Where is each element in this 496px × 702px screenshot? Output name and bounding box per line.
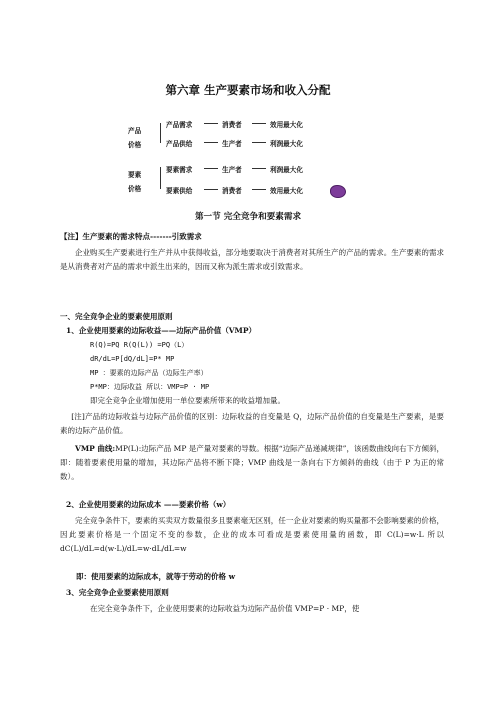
heading-1-2: 2、企业使用要素的边际成本 ——要素价格（w） — [66, 500, 231, 509]
diagram-row3-c: 利润最大化 — [270, 166, 303, 174]
vmp-curve-text: MP(L):边际产品 MP 是产量对要素的导数。根据“边际产品递减规律”，该函数曲线向右下方倾斜，即：随着要素使用量的增加，其边际产品将不断下降；VMP 曲线是一条向右下方倾斜的曲线（由于 P 为正的常数）。 — [60, 444, 445, 481]
vmp-curve-paragraph — [60, 442, 444, 484]
market-flow-diagram — [120, 113, 360, 201]
diagram-product-price-label: 价格 — [128, 141, 142, 149]
diagram-factor-label: 要素 — [128, 171, 142, 179]
note1-paragraph: 企业购买生产要素进行生产并从中获得收益，部分地要取决于消费者对其所生产的产品的需求。生产要素的需求是从消费者对产品的需求中派生出来的，因而又称为派生需求或引致需求。 — [60, 248, 444, 271]
diagram-row4-c: 效用最大化 — [270, 187, 303, 195]
factor-cost-paragraph: 完全竞争条件下，要素的买卖双方数量很多且要素毫无区别，任一企业对要素的购买量都不会影响要素的价格，因此要素价格是一个固定不变的参数，企业的成本可看成是要素使用量的函数，即 C(L)=w·L 所以 dC(L)/dL=d(w·L)/dL=w·dL/dL=w — [60, 516, 444, 553]
usage-principle-paragraph: 在完全竞争条件下，企业使用要素的边际收益为边际产品价值 VMP=P · MP，使 — [90, 604, 360, 613]
diagram-row4-a: 要素供给 — [166, 187, 193, 195]
note1-label: 【注】生产要素的需求特点-------引致需求 — [60, 232, 202, 241]
factor-cost-conclusion: 即：使用要素的边际成本，就等于劳动的价格 w — [76, 572, 236, 581]
diagram-row1-c: 效用最大化 — [270, 121, 303, 129]
diagram-product-label: 产品 — [128, 127, 142, 135]
chapter-title: 第六章 生产要素市场和收入分配 — [165, 83, 331, 97]
section-title: 第一节 完全竞争和要素需求 — [194, 212, 302, 222]
diagram-row3-b: 生产者 — [222, 166, 242, 174]
diagram-row3-a: 要素需求 — [166, 166, 193, 174]
purple-ink-mark-icon — [330, 185, 346, 198]
heading-1-3: 3、完全竞争企业要素使用原则 — [66, 588, 169, 597]
diagram-row2-b: 生产者 — [222, 140, 242, 148]
formula-1: R(Q)=PQ R(Q(L)) =PQ（L） — [90, 341, 189, 349]
formula-4: P*MP：边际收益 所以：VMP=P · MP — [90, 383, 210, 391]
diagram-row1-a: 产品需求 — [166, 121, 193, 129]
diagram-row2-a: 产品供给 — [166, 140, 193, 148]
note2-paragraph: [注]产品的边际收益与边际产品价值的区别：边际收益的自变量是 Q，边际产品价值的自变量是生产要素，是要素的边际产品价值。 — [60, 412, 444, 435]
diagram-factor-price-label: 价格 — [128, 185, 142, 193]
heading-1-1: 1、企业使用要素的边际收益——边际产品价值（VMP） — [66, 326, 256, 335]
diagram-row1-b: 消费者 — [222, 121, 242, 129]
heading-1: 一、完全竞争企业的要素使用原则 — [60, 312, 173, 321]
formula-3: MP ：要素的边际产品（边际生产率） — [90, 369, 208, 377]
vmp-curve-label: VMP 曲线: — [75, 444, 116, 453]
vmp-definition: 即完全竞争企业增加使用一单位要素所带来的收益增加量。 — [90, 396, 285, 405]
diagram-row2-c: 利润最大化 — [270, 140, 303, 148]
formula-2: dR/dL=P[dQ/dL]=P* MP — [90, 355, 175, 363]
diagram-row4-b: 消费者 — [222, 187, 242, 195]
